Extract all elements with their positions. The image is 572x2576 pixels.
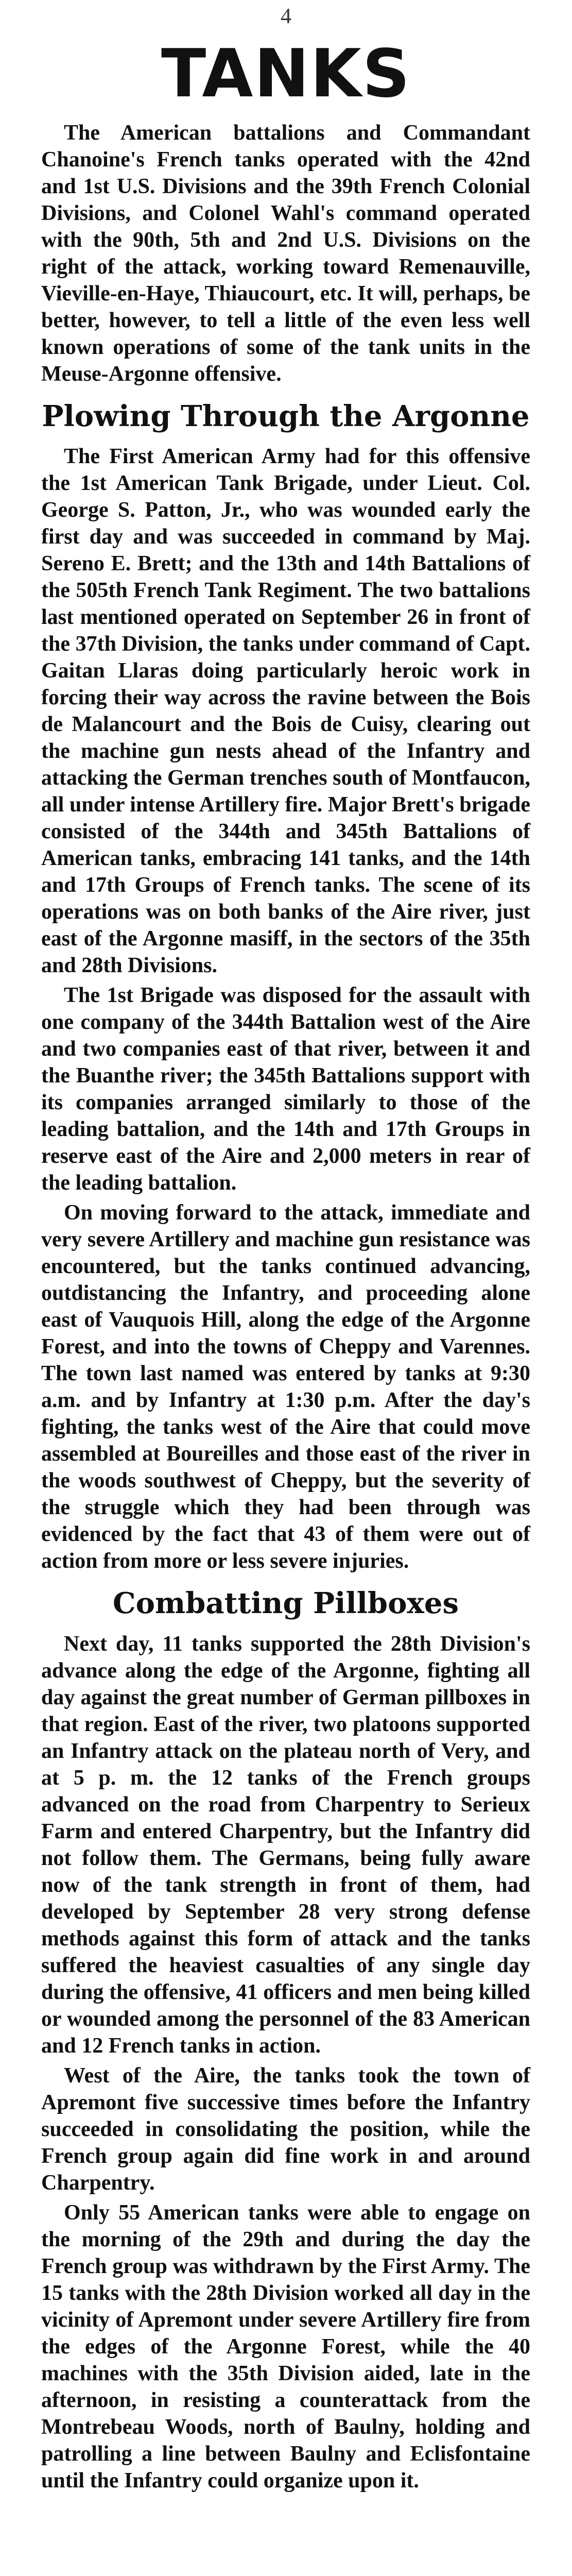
section-heading-argonne: Plowing Through the Argonne <box>42 399 530 433</box>
paragraph: Next day, 11 tanks supported the 28th Division's advance along the edge of the Argonne, fighting all day against the great number of German pillboxes in that region. East of the river, two platoons supported an Infantry attack on the plateau north of Very, and at 5 p. m. the 12 tanks of the French groups advanced on the road from Charpentry to Serieux Farm and entered Charpentry, but the Infantry did not follow them. The Germans, being fully aware now of the tank strength in front of them, had developed by September 28 very strong defense methods against this form of attack and the tanks suffered the heaviest casualties of any single day during the offensive, 41 officers and men being killed or wounded among the personnel of the 83 American and 12 French tanks in action. <box>41 1632 530 2058</box>
paragraph: Only 55 American tanks were able to engage on the morning of the 29th and during the day the French group was withdrawn by the First Army. The 15 tanks with the 28th Division worked all day in the vicinity of Apremont under severe Artillery fire from the edges of the Argonne Forest, while the 40 machines with the 35th Division aided, late in the afternoon, in resisting a counterattack from the Montrebeau Woods, north of Baulny, holding and patrolling a line between Baulny and Eclisfontaine until the Infantry could organize upon it. <box>41 2200 530 2493</box>
page-number: 4 <box>281 5 291 28</box>
article-body <box>41 120 530 2497</box>
paragraph: The First American Army had for this offensive the 1st American Tank Brigade, under Lieut. Col. George S. Patton, Jr., who was wounded early the first day and was succeeded in command by Maj. Sereno E. Brett; and the 13th and 14th Battalions of the 505th French Tank Regiment. The two battalions last mentioned operated on September 26 in front of the 37th Division, the tanks under command of Capt. Gaitan Llaras doing particularly heroic work in forcing their way across the ravine between the Bois de Malancourt and the Bois de Cuisy, clearing out the machine gun nests ahead of the Infantry and attacking the German trenches south of Montfaucon, all under intense Artillery fire. Major Brett's brigade consisted of the 344th and 345th Battalions of American tanks, embracing 141 tanks, and the 14th and 17th Groups of French tanks. The scene of its operations was on both banks of the Aire river, just east of the Argonne masiff, in the sectors of the 35th and 28th Divisions. <box>41 445 531 978</box>
paragraph: On moving forward to the attack, immediate and very severe Artillery and machine gun resistance was encountered, but the tanks continued advancing, outdistancing the Infantry, and proceeding alone east of Vauquois Hill, along the edge of the Argonne Forest, and into the towns of Cheppy and Varennes. The town last named was entered by tanks at 9:30 a.m. and by Infantry at 1:30 p.m. After the day's fighting, the tanks west of the Aire that could move assembled at Boureilles and those east of the river in the woods southwest of Cheppy, but the severity of the struggle which they had been through was evidenced by the fact that 43 of them were out of action from more or less severe injuries. <box>41 1201 530 1573</box>
paragraph: The 1st Brigade was disposed for the assault with one company of the 344th Battalion west of the Aire and two companies east of that river, between it and the Buanthe river; the 345th Battalions support with its companies arranged similarly to those of the leading battalion, and the 14th and 17th Groups in reserve east of the Aire and 2,000 meters in rear of the leading battalion. <box>41 984 530 1195</box>
section-heading-pillboxes: Combatting Pillboxes <box>113 1586 459 1621</box>
paragraph: West of the Aire, the tanks took the town of Apremont five successive times before the Infantry succeeded in consolidating the position, while the French group again did fine work in and around Charpentry. <box>41 2063 530 2195</box>
article-title: TANKS <box>161 36 411 112</box>
intro-paragraph: The American battalions and Commandant Chanoine's French tanks operated with the 42nd and 1st U.S. Divisions and the 39th French Colonial Divisions, and Colonel Wahl's command operated with the 90th, 5th and 2nd U.S. Divisions on the right of the attack, working toward Remenauville, Vieville-en-Haye, Thiaucourt, etc. It will, perhaps, be better, however, to tell a little of the even less well known operations of some of the tank units in the Meuse-Argonne offensive. <box>41 121 530 386</box>
